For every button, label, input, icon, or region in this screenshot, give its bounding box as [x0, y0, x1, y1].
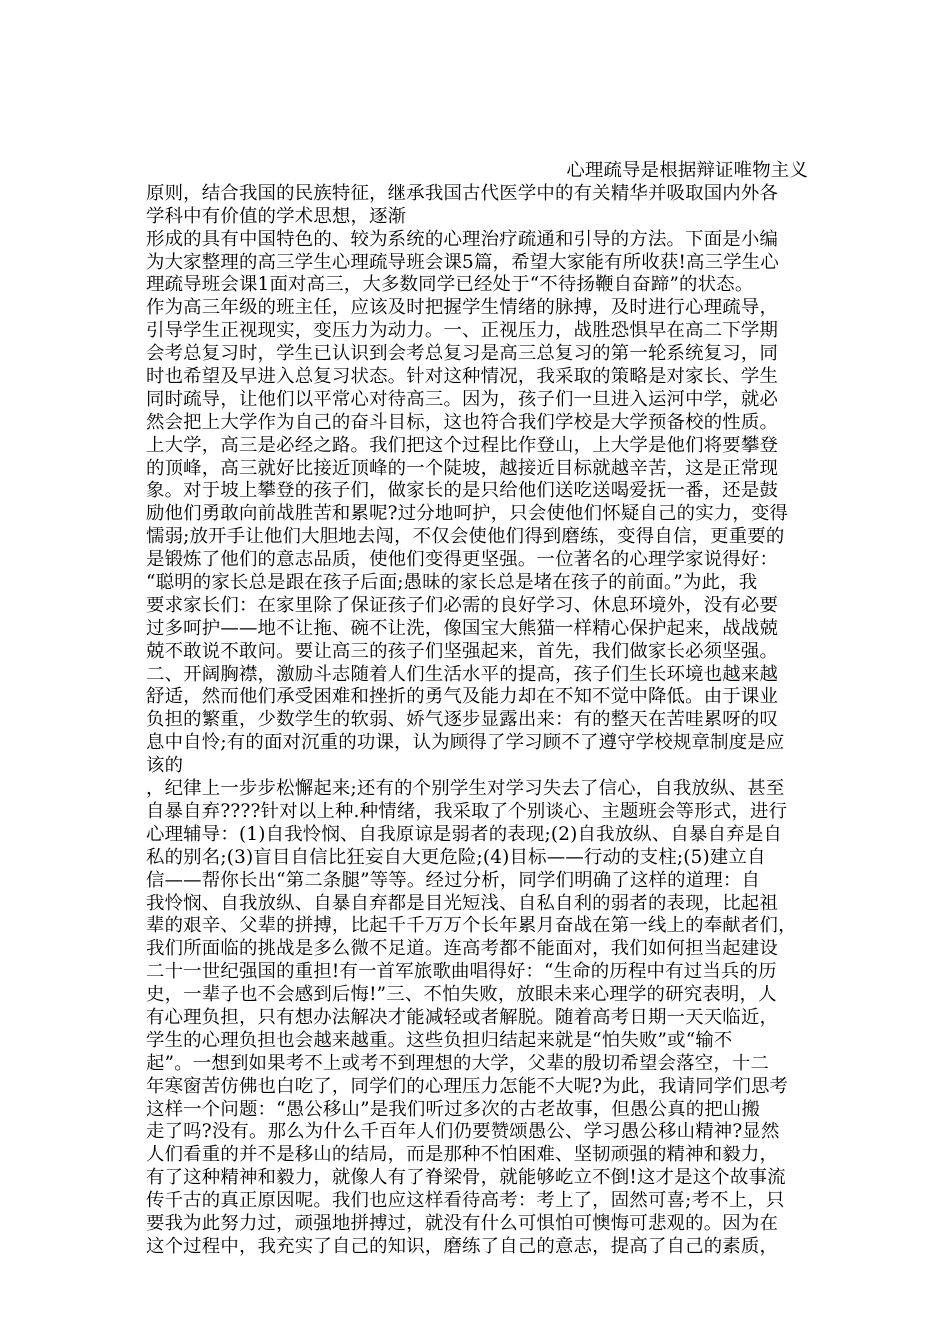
text-line: 然会把上大学作为自己的奋斗目标，这也符合我们学校是大学预备校的性质。 — [146, 411, 779, 433]
text-line: 人们看重的并不是移山的结局，而是那种不怕困难、坚韧顽强的精神和毅力， — [146, 1144, 779, 1166]
text-line: 时也希望及早进入总复习状态。针对这种情况，我采取的策略是对家长、学生 — [146, 366, 779, 388]
document-body — [146, 160, 814, 1259]
text-line: 懦弱;放开手让他们大胆地去闯，不仅会使他们得到磨练，变得自信，更重要的 — [146, 526, 785, 548]
text-line: 这样一个问题：“愚公移山”是我们听过多次的古老故事，但愚公真的把山搬 — [146, 1098, 761, 1120]
text-line: 史，一辈子也不会感到后悔!”三、不怕失败，放眼未来心理学的研究表明，人 — [146, 984, 777, 1006]
text-line: 引导学生正视现实，变压力为动力。一、正视压力，战胜恐惧早在高二下学期 — [146, 320, 779, 342]
text-line: 该的 — [146, 755, 184, 777]
text-line: 这个过程中，我充实了自己的知识，磨练了自己的意志，提高了自己的素质， — [146, 1235, 779, 1257]
text-line: 会考总复习时，学生已认识到会考总复习是高三总复习的第一轮系统复习，同 — [146, 343, 779, 365]
text-line: 为大家整理的高三学生心理疏导班会课5篇，希望大家能有所收获!高三学生心 — [146, 251, 779, 273]
text-line: 二十一世纪强国的重担!有一首军旅歌曲唱得好：“生命的历程中有过当兵的历 — [146, 961, 777, 983]
text-line: 起”。一想到如果考不上或考不到理想的大学，父辈的殷切希望会落空，十二 — [146, 1052, 770, 1074]
text-line: 信——帮你长出“第二条腿”等等。经过分析，同学们明确了这样的道理：自 — [146, 869, 761, 891]
text-line: 作为高三年级的班主任，应该及时把握学生情绪的脉搏，及时进行心理疏导， — [146, 297, 779, 319]
text-line: 上大学，高三是必经之路。我们把这个过程比作登山，上大学是他们将要攀登 — [146, 434, 779, 456]
text-line: 形成的具有中国特色的、较为系统的心理治疗疏通和引导的方法。下面是小编 — [146, 228, 779, 250]
text-line: 学科中有价值的学术思想，逐渐 — [146, 205, 407, 227]
text-line: 走了吗?没有。那么为什么千百年人们仍要赞颂愚公、学习愚公移山精神?显然 — [146, 1121, 780, 1143]
text-line: ，纪律上一步步松懈起来;还有的个别学生对学习失去了信心，自我放纵、甚至 — [146, 778, 785, 800]
text-line: 辈的艰辛、父辈的拼搏，比起千千万万个长年累月奋战在第一线上的奉献者们， — [146, 915, 797, 937]
text-line: 过多呵护——地不让拖、碗不让洗，像国宝大熊猫一样精心保护起来，战战兢 — [146, 617, 779, 639]
text-line: 要我为此努力过，顽强地拼搏过，就没有什么可惧怕可懊悔可悲观的。因为在 — [146, 1212, 779, 1234]
text-line: 我怜悯、自我放纵、自暴自弃都是目光短浅、自私自利的弱者的表现，比起祖 — [146, 892, 779, 914]
text-line: 有了这种精神和毅力，就像人有了脊梁骨，就能够屹立不倒!这才是这个故事流 — [146, 1167, 786, 1189]
text-line: 私的别名;(3)盲目自信比狂妄自大更危险;(4)目标——行动的支柱;(5)建立自 — [146, 846, 766, 868]
text-line: 息中自怜;有的面对沉重的功课，认为顾得了学习顾不了遵守学校规章制度是应 — [146, 732, 785, 754]
text-line: 心理辅导：(1)自我怜悯、自我原谅是弱者的表现;(2)自我放纵、自暴自弃是自 — [146, 823, 783, 845]
text-line: 传千古的真正原因呢。我们也应这样看待高考：考上了，固然可喜;考不上，只 — [146, 1190, 785, 1212]
text-line: 负担的繁重，少数学生的软弱、娇气逐步显露出来：有的整天在苦哇累呀的叹 — [146, 709, 779, 731]
text-line: 我们所面临的挑战是多么微不足道。连高考都不能面对，我们如何担当起建设 — [146, 938, 779, 960]
text-line: 学生的心理负担也会越来越重。这些负担归结起来就是“怕失败”或“输不 — [146, 1029, 733, 1051]
text-line: 二、开阔胸襟，激励斗志随着人们生活水平的提高，孩子们生长环境也越来越 — [146, 663, 779, 685]
text-line: 是锻炼了他们的意志品质，使他们变得更坚强。一位著名的心理学家说得好： — [146, 549, 779, 571]
text-line: 有心理负担，只有想办法解决才能减轻或者解脱。随着高考日期一天天临近， — [146, 1006, 779, 1028]
text-line: 兢不敢说不敢问。要让高三的孩子们坚强起来，首先，我们做家长必须坚强。 — [146, 640, 779, 662]
text-line: 理疏导班会课1面对高三，大多数同学已经处于“不待扬鞭自奋蹄”的状态。 — [146, 274, 754, 296]
text-line: 年寒窗苦仿佛也白吃了，同学们的心理压力怎能不大呢?为此，我请同学们思考 — [146, 1075, 789, 1097]
text-line: 同时疏导，让他们以平常心对待高三。因为，孩子们一旦进入运河中学，就必 — [146, 388, 779, 410]
text-line: 原则，结合我国的民族特征，继承我国古代医学中的有关精华并吸取国内外各 — [146, 182, 779, 204]
text-line: 心理疏导是根据辩证唯物主义 — [566, 160, 808, 181]
text-line: 励他们勇敢向前战胜苦和累呢?过分地呵护，只会使他们怀疑自己的实力，变得 — [146, 503, 789, 525]
text-line: 要求家长们：在家里除了保证孩子们必需的良好学习、休息环境外，没有必要 — [146, 594, 779, 616]
text-line: 自暴自弃????针对以上种.种情绪，我采取了个别谈心、主题班会等形式，进行 — [146, 800, 788, 822]
text-line: 舒适，然而他们承受困难和挫折的勇气及能力却在不知不觉中降低。由于课业 — [146, 686, 779, 708]
text-line: 象。对于坡上攀登的孩子们，做家长的是只给他们送吃送喝爱抚一番，还是鼓 — [146, 480, 779, 502]
text-line: 的顶峰，高三就好比接近顶峰的一个陡坡，越接近目标就越辛苦，这是正常现 — [146, 457, 779, 479]
text-line: “聪明的家长总是跟在孩子后面;愚昧的家长总是堵在孩子的前面。”为此，我 — [146, 572, 758, 594]
